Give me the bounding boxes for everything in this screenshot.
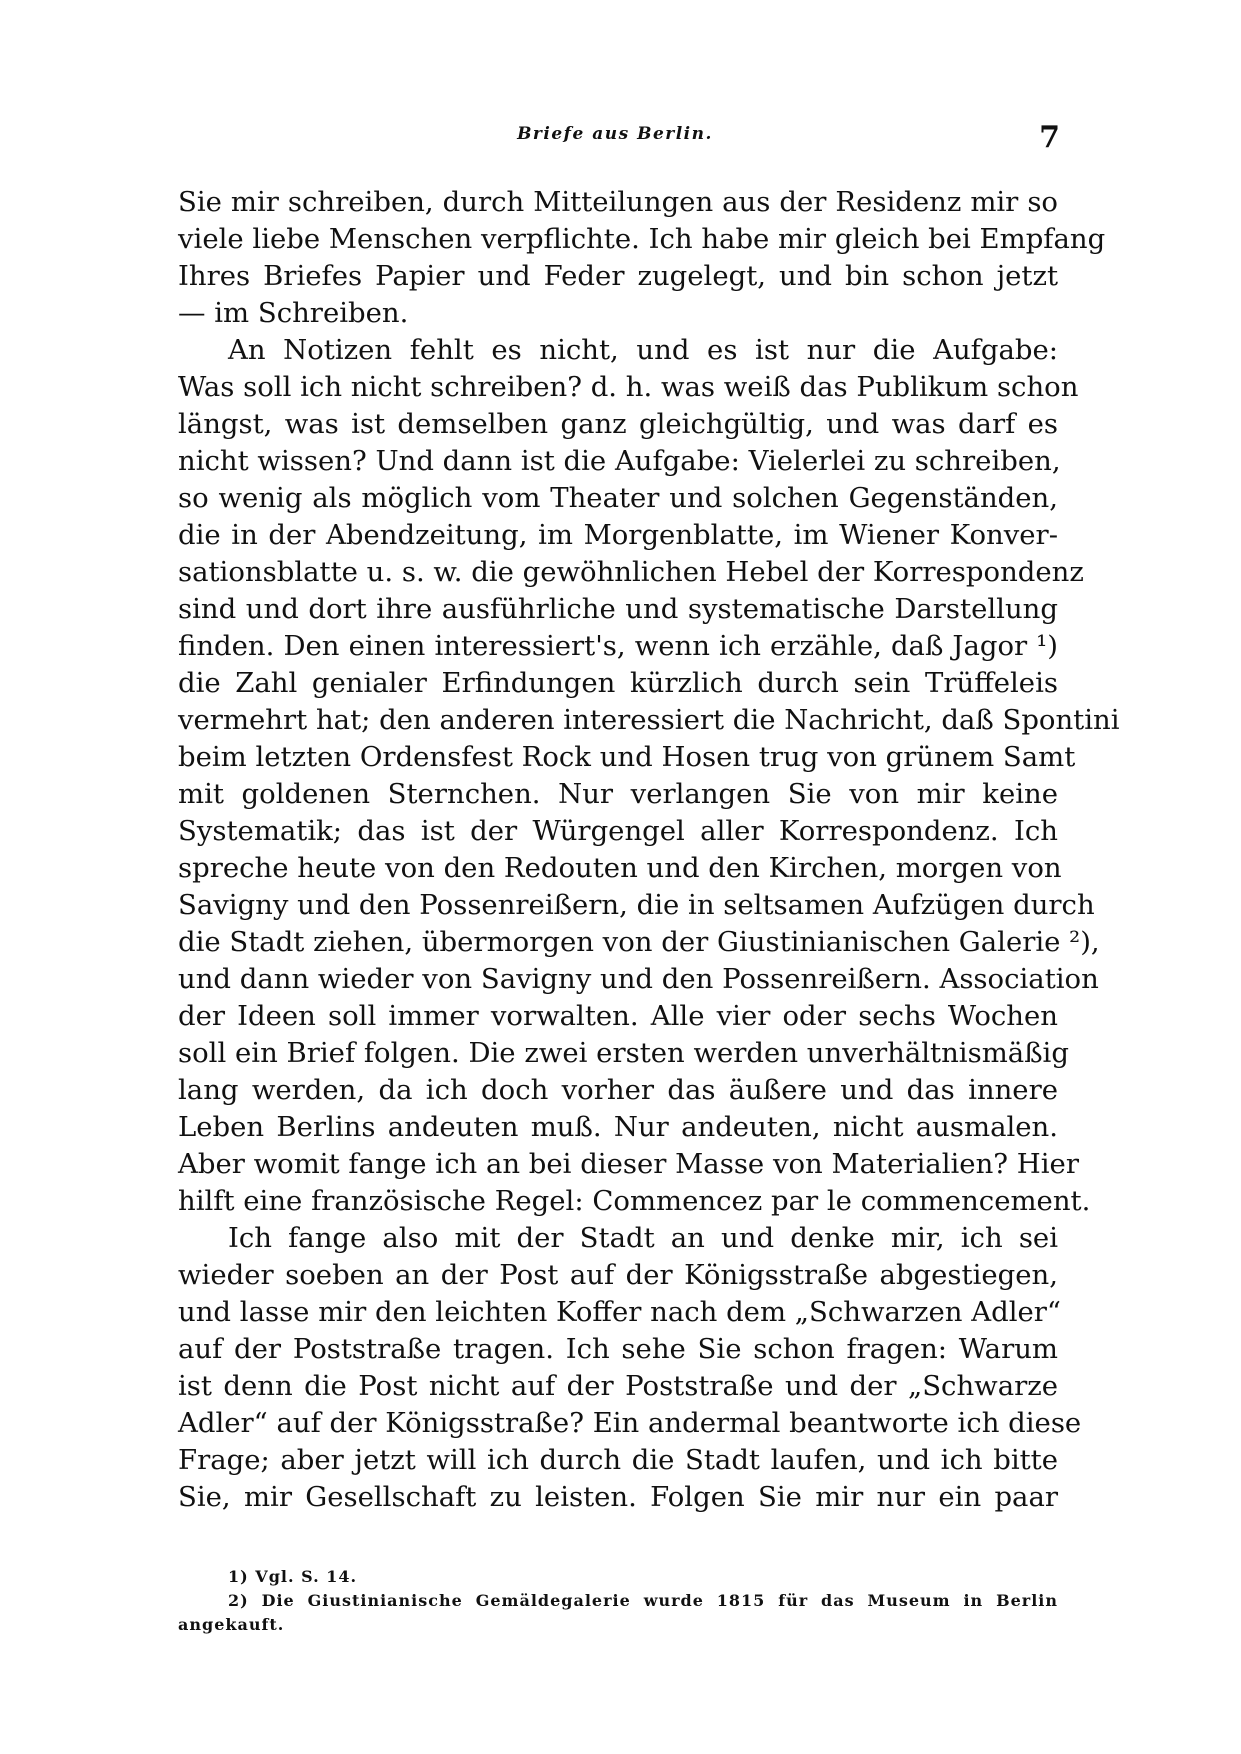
- footnotes: [178, 1565, 1058, 1637]
- text-line: Systematik; das ist der Würgengel aller Korrespondenz. Ich: [178, 815, 1058, 847]
- text-line: Sie mir schreiben, durch Mitteilungen aus der Residenz mir so: [178, 186, 1058, 218]
- text-line: Ihres Briefes Papier und Feder zugelegt, und bin schon jetzt: [178, 260, 1058, 292]
- text-line: Was soll ich nicht schreiben? d. h. was weiß das Publikum schon: [178, 371, 1079, 403]
- text-line: nicht wissen? Und dann ist die Aufgabe: Vielerlei zu schreiben,: [178, 445, 1061, 477]
- text-line: die Zahl genialer Erfindungen kürzlich durch sein Trüffeleis: [178, 667, 1058, 699]
- text-line: spreche heute von den Redouten und den Kirchen, morgen von: [178, 852, 1062, 884]
- text-line: beim letzten Ordensfest Rock und Hosen trug von grünem Samt: [178, 741, 1076, 773]
- text-line: und lasse mir den leichten Koffer nach dem „Schwarzen Adler“: [178, 1296, 1061, 1328]
- text-line: lang werden, da ich doch vorher das äußere und das innere: [178, 1074, 1058, 1106]
- text-line: Adler“ auf der Königsstraße? Ein andermal beantworte ich diese: [178, 1407, 1082, 1439]
- text-line: die in der Abendzeitung, im Morgenblatte, im Wiener Konver-: [178, 519, 1058, 551]
- text-line: viele liebe Menschen verpflichte. Ich habe mir gleich bei Empfang: [178, 223, 1106, 255]
- text-line: so wenig als möglich vom Theater und solchen Gegenständen,: [178, 482, 1058, 514]
- footnote-2: 2) Die Giustinianische Gemäldegalerie wurde 1815 für das Museum in Berlin: [228, 1591, 1058, 1610]
- running-title: Briefe aus Berlin.: [517, 124, 713, 144]
- text-line: wieder soeben an der Post auf der Königsstraße abgestiegen,: [178, 1259, 1058, 1291]
- page-number: 7: [1039, 120, 1060, 155]
- text-line: ist denn die Post nicht auf der Poststraße und der „Schwarze: [178, 1370, 1058, 1402]
- text-line: soll ein Brief folgen. Die zwei ersten werden unverhältnismäßig: [178, 1037, 1069, 1069]
- text-line: Aber womit fange ich an bei dieser Masse von Materialien? Hier: [178, 1148, 1079, 1180]
- footnote-1: 1) Vgl. S. 14.: [228, 1567, 358, 1586]
- text-line: sationsblatte u. s. w. die gewöhnlichen Hebel der Korrespondenz: [178, 556, 1084, 588]
- text-line: finden. Den einen interessiert's, wenn ich erzähle, daß Jagor ¹): [178, 630, 1058, 662]
- text-line: die Stadt ziehen, übermorgen von der Giustinianischen Galerie ²),: [178, 926, 1100, 958]
- text-line: hilft eine französische Regel: Commencez par le commencement.: [178, 1185, 1091, 1217]
- text-line: der Ideen soll immer vorwalten. Alle vier oder sechs Wochen: [178, 1000, 1058, 1032]
- text-line: Sie, mir Gesellschaft zu leisten. Folgen Sie mir nur ein paar: [178, 1481, 1058, 1513]
- running-head: [170, 120, 1060, 160]
- text-line: Leben Berlins andeuten muß. Nur andeuten, nicht ausmalen.: [178, 1111, 1058, 1143]
- text-line: mit goldenen Sternchen. Nur verlangen Sie von mir keine: [178, 778, 1058, 810]
- text-line: Savigny und den Possenreißern, die in seltsamen Aufzügen durch: [178, 889, 1095, 921]
- text-line: sind und dort ihre ausführliche und systematische Darstellung: [178, 593, 1058, 625]
- text-line: An Notizen fehlt es nicht, und es ist nur die Aufgabe:: [228, 334, 1058, 366]
- text-line: längst, was ist demselben ganz gleichgültig, und was darf es: [178, 408, 1058, 440]
- text-line: — im Schreiben.: [178, 297, 409, 329]
- text-line: auf der Poststraße tragen. Ich sehe Sie schon fragen: Warum: [178, 1333, 1058, 1365]
- text-line: Ich fange also mit der Stadt an und denke mir, ich sei: [228, 1222, 1058, 1254]
- body-text: [178, 184, 1120, 1516]
- text-line: Frage; aber jetzt will ich durch die Stadt laufen, und ich bitte: [178, 1444, 1058, 1476]
- text-line: und dann wieder von Savigny und den Possenreißern. Association: [178, 963, 1099, 995]
- text-line: vermehrt hat; den anderen interessiert die Nachricht, daß Spontini: [178, 704, 1120, 736]
- footnote-2-continuation: angekauft.: [178, 1615, 285, 1634]
